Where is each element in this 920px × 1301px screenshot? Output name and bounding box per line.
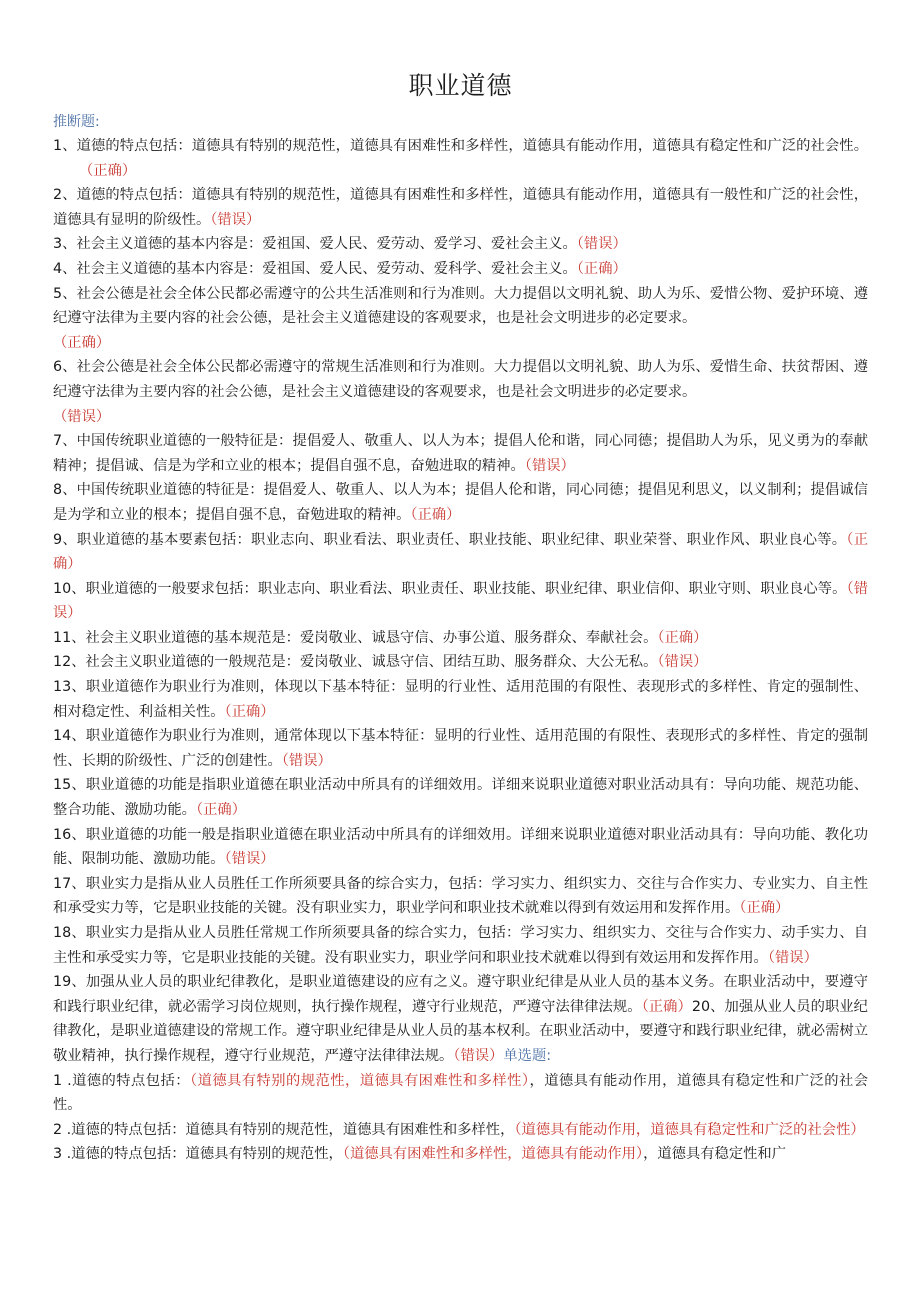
- list-item: 6、社会公德是社会全体公民都必需遵守的常规生活准则和行为准则。大力提倡以文明礼貌、助人为乐、爱惜生命、扶贫帮困、遵纪遵守法律为主要内容的社会公德，是社会主义道德建设的客观要求，也是社会文明进步的必定要求。 （错误）: [53, 359, 868, 425]
- list-item: 16、职业道德的功能一般是指职业道德在职业活动中所具有的详细效用。详细来说职业道德对职业活动具有：导向功能、教化功能、限制功能、激励功能。（错误）: [53, 826, 868, 868]
- section-heading-single: 单选题:: [503, 1047, 552, 1064]
- list-item: 12、社会主义职业道德的一般规范是：爱岗敬业、诚恳守信、团结互助、服务群众、大公无私。（错误）: [53, 654, 708, 671]
- list-item: 7、中国传统职业道德的一般特征是：提倡爱人、敬重人、以人为本；提倡人伦和谐，同心同德；提倡助人为乐，见义勇为的奉献精神；提倡诚、信是为学和立业的根本；提倡自强不息，奋勉进取的精神。（错误）: [53, 433, 868, 474]
- list-item: 10、职业道德的一般要求包括：职业志向、职业看法、职业责任、职业技能、职业纪律、职业信仰、职业守则、职业良心等。（错误）: [53, 580, 869, 622]
- list-item: 11、社会主义职业道德的基本规范是：爱岗敬业、诚恳守信、办事公道、服务群众、奉献社会。（正确）: [53, 629, 708, 646]
- list-item: 18、职业实力是指从业人员胜任常规工作所须要具备的综合实力，包括：学习实力、组织实力、交往与合作实力、动手实力、自主性和承受实力等，它是职业技能的关键。没有职业实力，职业学问和职业技术就难以得到有效运用和发挥作用。（错误）: [53, 925, 868, 966]
- list-item: 14、职业道德作为职业行为准则，通常体现以下基本特征：显明的行业性、适用范围的有限性、表现形式的多样性、肯定的强制性、长期的阶级性、广泛的创建性。（错误）: [53, 728, 868, 769]
- list-item: 15、职业道德的功能是指职业道德在职业活动中所具有的详细效用。详细来说职业道德对职业活动具有：导向功能、规范功能、整合功能、激励功能。（正确）: [53, 777, 868, 819]
- list-item: 8、中国传统职业道德的特征是：提倡爱人、敬重人、以人为本；提倡人伦和谐，同心同德；提倡见利思义，以义制利；提倡诚信是为学和立业的根本；提倡自强不息，奋勉进取的精神。（正确）: [53, 482, 868, 523]
- single-choice-list: [53, 1069, 868, 1167]
- list-item: 17、职业实力是指从业人员胜任工作所须要具备的综合实力，包括：学习实力、组织实力、交往与合作实力、专业实力、自主性和承受实力等，它是职业技能的关键。没有职业实力，职业学问和职业技术就难以得到有效运用和发挥作用。（正确）: [53, 875, 868, 917]
- section-heading-judgment: 推断题:: [53, 114, 100, 130]
- judgment-list: [53, 134, 868, 1069]
- list-item: 1、道德的特点包括：道德具有特别的规范性，道德具有困难性和多样性，道德具有能动作用，道德具有稳定性和广泛的社会性。（正确）: [53, 138, 868, 179]
- list-item: 13、职业道德作为职业行为准则，体现以下基本特征：显明的行业性、适用范围的有限性、表现形式的多样性、肯定的强制性、相对稳定性、利益相关性。（正确）: [53, 679, 868, 720]
- list-item: 5、社会公德是社会全体公民都必需遵守的公共生活准则和行为准则。大力提倡以文明礼貌、助人为乐、爱惜公物、爱护环境、遵纪遵守法律为主要内容的社会公德，是社会主义道德建设的客观要求，也是社会文明进步的必定要求。 （正确）: [53, 285, 868, 351]
- list-item: 3、社会主义道德的基本内容是：爱祖国、爱人民、爱劳动、爱学习、爱社会主义。（错误）: [53, 236, 627, 253]
- page-title: 职业道德: [408, 71, 513, 100]
- list-item: 19、加强从业人员的职业纪律教化，是职业道德建设的应有之义。遵守职业纪律是从业人员的基本义务。在职业活动中，要遵守和践行职业纪律，就必需学习岗位规则，执行操作规程，遵守行业规范，严遵守法律律法规。（正确）20、加强从业人员的职业纪律教化，是职业道德建设的常规工作。遵守职业纪律是从业人员的基本权利。在职业活动中，要遵守和践行职业纪律，就必需树立敬业精神，执行操作规程，遵守行业规范，严遵守法律律法规。（错误）单选题:: [53, 974, 868, 1064]
- list-item: 3 .道德的特点包括：道德具有特别的规范性，（道德具有困难性和多样性，道德具有能动作用），道德具有稳定性和广: [53, 1146, 787, 1163]
- list-item: 4、社会主义道德的基本内容是：爱祖国、爱人民、爱劳动、爱科学、爱社会主义。（正确）: [53, 260, 627, 277]
- list-item: 1 .道德的特点包括：（道德具有特别的规范性，道德具有困难性和多样性），道德具有能动作用，道德具有稳定性和广泛的社会性。: [53, 1072, 869, 1114]
- list-item: 2、道德的特点包括：道德具有特别的规范性，道德具有困难性和多样性，道德具有能动作用，道德具有一般性和广泛的社会性，道德具有显明的阶级性。（错误）: [53, 187, 868, 228]
- list-item: 2 .道德的特点包括：道德具有特别的规范性，道德具有困难性和多样性，（道德具有能动作用，道德具有稳定性和广泛的社会性）: [53, 1121, 865, 1138]
- list-item: 9、职业道德的基本要素包括：职业志向、职业看法、职业责任、职业技能、职业纪律、职业荣誉、职业作风、职业良心等。（正确）: [53, 531, 868, 573]
